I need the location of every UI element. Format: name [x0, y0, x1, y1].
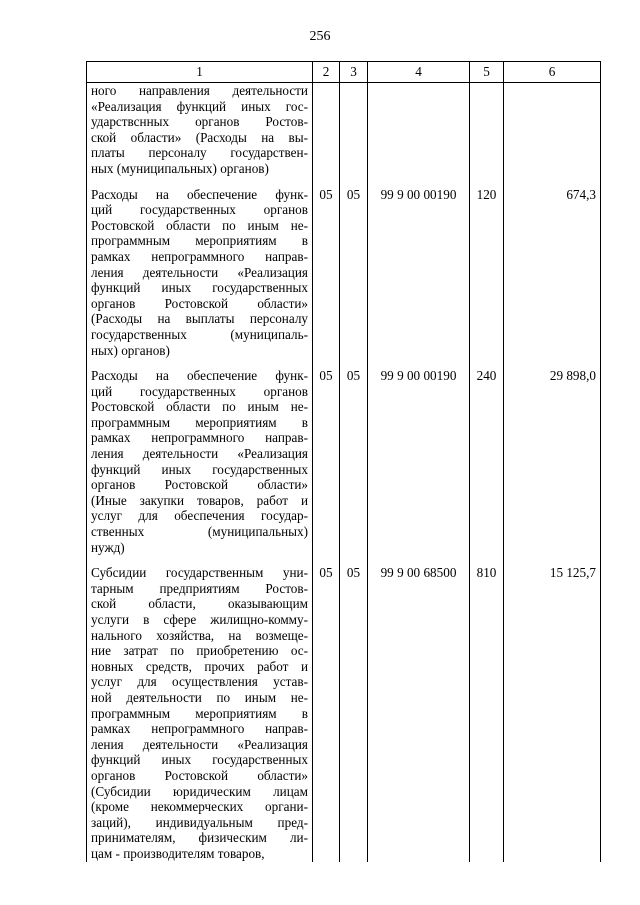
row-expense-type-cell: 810 — [470, 565, 504, 861]
table-body — [87, 83, 601, 862]
page-number: 256 — [309, 29, 331, 44]
row-name-line: нального хозяйства, на возмеще- — [91, 627, 308, 643]
row-name-line: принимателям, физическим ли- — [91, 830, 308, 846]
spacer-cell — [340, 177, 368, 187]
table-header — [87, 62, 601, 83]
row-name-line: ций государственных органов — [91, 202, 308, 218]
row-name-line: ственных (муниципальных) — [91, 524, 308, 540]
row-name-line: программным мероприятиям в — [91, 233, 308, 249]
spacer-cell — [470, 358, 504, 368]
spacer-cell — [504, 555, 601, 565]
row-name-line: новных средств, прочих работ и — [91, 658, 308, 674]
row-name-line: цам - производителям товаров, — [91, 845, 265, 861]
row-name-line: государственных (муниципаль- — [91, 326, 308, 342]
row-name-line: заций), индивидуальным пред- — [91, 814, 308, 830]
header-row — [87, 62, 601, 83]
row-name-line: Ростовской области по иным не- — [91, 217, 308, 233]
row-name-line: функций иных государственных — [91, 280, 308, 296]
header-cell-name: 1 — [87, 62, 313, 83]
row-name-line: Расходы на обеспечение функ- — [91, 368, 308, 384]
row-target-code-cell — [368, 83, 470, 177]
header-cell-expense-type: 5 — [470, 62, 504, 83]
row-name-line: «Реализация функций иных гос- — [91, 98, 308, 114]
row-name-line: органов Ростовской области» — [91, 295, 308, 311]
row-amount-cell: 15 125,7 — [504, 565, 601, 861]
row-name-line: рамках непрограммного направ- — [91, 721, 308, 737]
row-name-line: ударствснных органов Ростов- — [91, 114, 308, 130]
row-name-cell — [87, 368, 313, 555]
row-name-cell — [87, 83, 313, 177]
table-row — [87, 83, 601, 177]
row-section-cell: 05 — [313, 368, 340, 555]
row-name-line: ций государственных органов — [91, 383, 308, 399]
row-name-line: Ростовской области по иным не- — [91, 399, 308, 415]
row-name-cell — [87, 187, 313, 359]
row-name-line: ных (муниципальных) органов) — [91, 160, 269, 176]
row-amount-cell — [504, 83, 601, 177]
row-target-code-cell: 99 9 00 00190 — [368, 187, 470, 359]
row-section-cell: 05 — [313, 565, 340, 861]
row-name-line: услуг для осуществления устав- — [91, 674, 308, 690]
row-spacer — [87, 555, 601, 565]
header-cell-section: 2 — [313, 62, 340, 83]
spacer-cell — [368, 555, 470, 565]
spacer-cell — [368, 177, 470, 187]
row-name-line: ных) органов) — [91, 342, 170, 358]
row-name-line: рамках непрограммного направ- — [91, 248, 308, 264]
row-name-line: услуги в сфере жилищно-комму- — [91, 612, 308, 627]
spacer-cell — [470, 177, 504, 187]
row-name-line: ской области» (Расходы на вы- — [91, 129, 308, 145]
row-name-line: тарным предприятиям Ростов- — [91, 580, 308, 596]
spacer-cell — [504, 177, 601, 187]
row-name-line: ской области, оказывающим — [91, 596, 308, 612]
row-expense-type-cell: 240 — [470, 368, 504, 555]
spacer-cell — [87, 555, 313, 565]
row-name-line: рамках непрограммного направ- — [91, 430, 308, 446]
row-name-line: ной деятельности по иным не- — [91, 689, 308, 705]
spacer-cell — [504, 358, 601, 368]
row-name-line: (Иные закупки товаров, работ и — [91, 492, 308, 508]
spacer-cell — [313, 177, 340, 187]
row-name-line: (Субсидии юридическим лицам — [91, 783, 308, 799]
spacer-cell — [313, 555, 340, 565]
row-name-line: органов Ростовской области» — [91, 477, 308, 493]
row-expense-type-cell — [470, 83, 504, 177]
row-name-line: Субсидии государственным уни- — [91, 565, 308, 581]
row-name-line: ления деятельности «Реализация — [91, 264, 308, 280]
spacer-cell — [313, 358, 340, 368]
row-section-cell: 05 — [313, 187, 340, 359]
row-name-cell — [87, 565, 313, 861]
table-row — [87, 565, 601, 861]
row-amount-cell: 29 898,0 — [504, 368, 601, 555]
row-subsection-cell: 05 — [340, 368, 368, 555]
row-section-cell — [313, 83, 340, 177]
row-name-line: органов Ростовской области» — [91, 767, 308, 783]
row-name-line: (кроме некоммерческих органи- — [91, 799, 308, 815]
row-name-line: (Расходы на выплаты персоналу — [91, 311, 308, 327]
row-amount-cell: 674,3 — [504, 187, 601, 359]
spacer-cell — [340, 555, 368, 565]
row-name-line: платы персоналу государствен- — [91, 145, 308, 161]
row-target-code-cell: 99 9 00 68500 — [368, 565, 470, 861]
row-name-line: ления деятельности «Реализация — [91, 446, 308, 462]
row-spacer — [87, 177, 601, 187]
header-cell-subsection: 3 — [340, 62, 368, 83]
row-subsection-cell — [340, 83, 368, 177]
row-subsection-cell: 05 — [340, 187, 368, 359]
spacer-cell — [470, 555, 504, 565]
row-name-line: программным мероприятиям в — [91, 414, 308, 430]
row-name-line: функций иных государственных — [91, 752, 308, 768]
row-subsection-cell: 05 — [340, 565, 368, 861]
table-row — [87, 187, 601, 359]
row-name-line: Расходы на обеспечение функ- — [91, 186, 308, 202]
row-name-line: нужд) — [91, 539, 125, 555]
spacer-cell — [340, 358, 368, 368]
header-cell-amount: 6 — [504, 62, 601, 83]
header-cell-target-code: 4 — [368, 62, 470, 83]
budget-table — [86, 61, 601, 862]
spacer-cell — [368, 358, 470, 368]
row-target-code-cell: 99 9 00 00190 — [368, 368, 470, 555]
spacer-cell — [87, 177, 313, 187]
row-expense-type-cell: 120 — [470, 187, 504, 359]
table-row — [87, 368, 601, 555]
row-name-line: программным мероприятиям в — [91, 705, 308, 721]
row-name-line: ления деятельности «Реализация — [91, 736, 308, 752]
row-name-line: ного направления деятельности — [91, 83, 308, 98]
row-name-line: функций иных государственных — [91, 461, 308, 477]
row-name-line: услуг для обеспечения государ- — [91, 508, 308, 524]
spacer-cell — [87, 358, 313, 368]
row-name-line: ние затрат по приобретению ос- — [91, 643, 308, 659]
row-spacer — [87, 358, 601, 368]
